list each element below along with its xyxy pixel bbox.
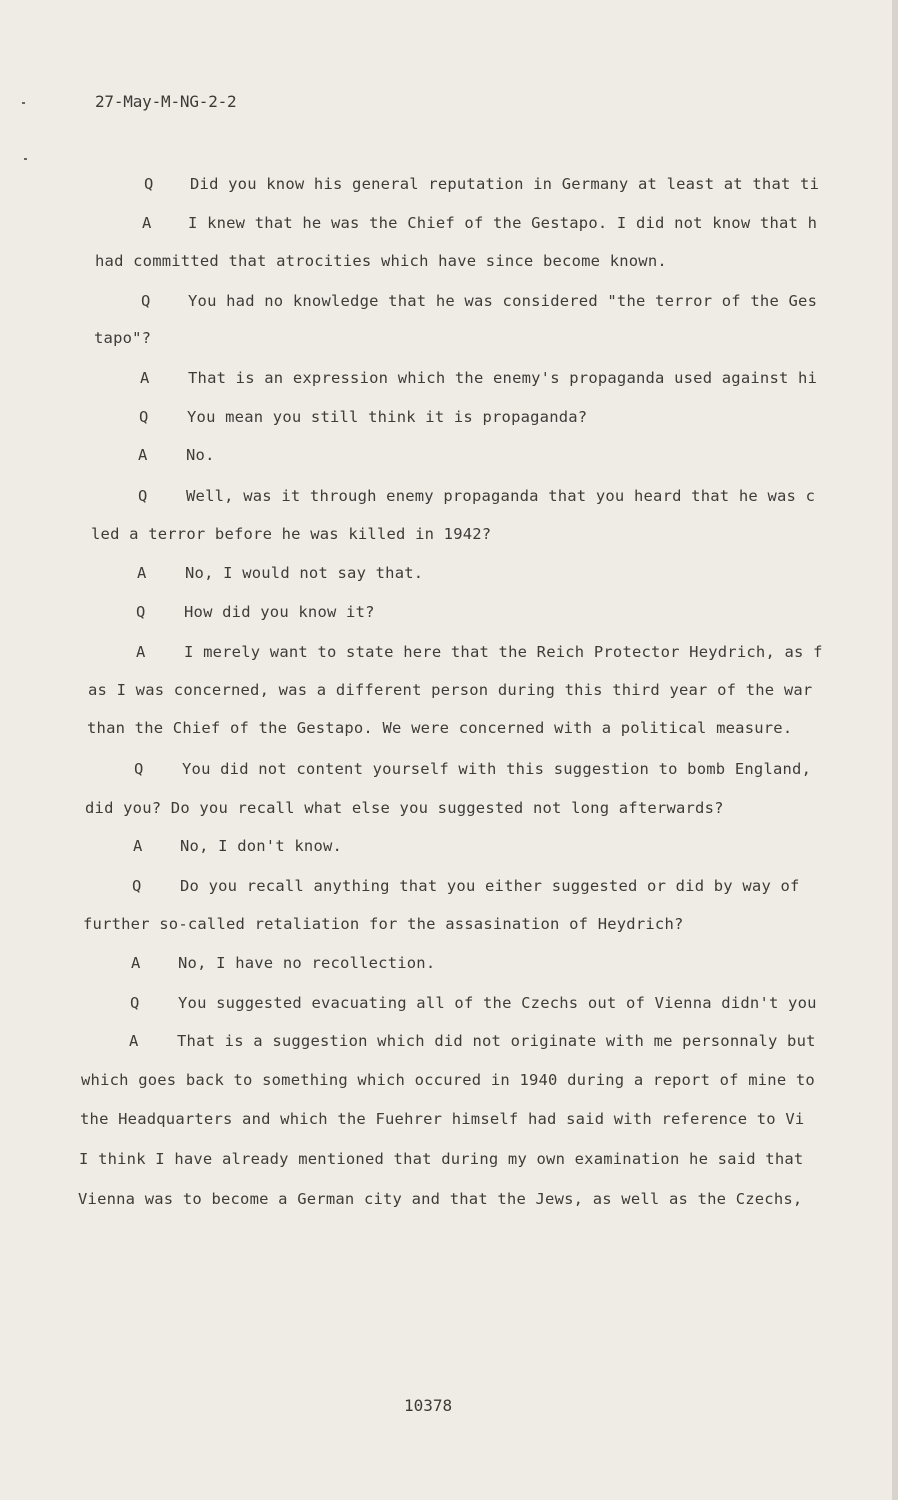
transcript-line: That is a suggestion which did not originate with me personnaly but xyxy=(177,1032,816,1050)
transcript-line: than the Chief of the Gestapo. We were concerned with a political measure. xyxy=(87,719,793,737)
transcript-line: Did you know his general reputation in Germany at least at that ti xyxy=(190,175,820,193)
speaker-label: A xyxy=(138,446,148,464)
speaker-label: A xyxy=(136,643,146,661)
transcript-line: You did not content yourself with this suggestion to bomb England, xyxy=(182,760,812,778)
speaker-label: Q xyxy=(136,603,146,621)
speaker-label: A xyxy=(131,954,141,972)
page-number: 10378 xyxy=(404,1396,453,1415)
transcript-line: which goes back to something which occured in 1940 during a report of mine to xyxy=(81,1071,815,1089)
speaker-label: A xyxy=(142,214,152,232)
transcript-line: No, I would not say that. xyxy=(185,564,424,582)
transcript-line: That is an expression which the enemy's propaganda used against hi xyxy=(188,369,818,387)
transcript-line: No, I have no recollection. xyxy=(178,954,436,972)
margin-mark xyxy=(22,102,25,104)
transcript-line: had committed that atrocities which have since become known. xyxy=(95,252,667,270)
speaker-label: Q xyxy=(132,877,142,895)
transcript-line: How did you know it? xyxy=(184,603,375,621)
transcript-line: I merely want to state here that the Reich Protector Heydrich, as f xyxy=(184,643,823,661)
transcript-line: led a terror before he was killed in 1942? xyxy=(91,525,492,543)
speaker-label: Q xyxy=(134,760,144,778)
transcript-line: tapo"? xyxy=(94,329,152,347)
speaker-label: A xyxy=(137,564,147,582)
transcript-line: You had no knowledge that he was considered "the terror of the Ges xyxy=(188,292,818,310)
margin-mark xyxy=(24,158,27,160)
speaker-label: Q xyxy=(139,408,149,426)
transcript-line: further so-called retaliation for the assasination of Heydrich? xyxy=(83,915,684,933)
speaker-label: A xyxy=(140,369,150,387)
transcript-line: I knew that he was the Chief of the Gestapo. I did not know that h xyxy=(188,214,818,232)
speaker-label: A xyxy=(129,1032,139,1050)
speaker-label: Q xyxy=(138,487,148,505)
transcript-line: Well, was it through enemy propaganda that you heard that he was c xyxy=(186,487,816,505)
transcript-line: No. xyxy=(186,446,215,464)
transcript-line: No, I don't know. xyxy=(180,837,343,855)
transcript-line: did you? Do you recall what else you suggested not long afterwards? xyxy=(85,799,724,817)
transcript-line: Vienna was to become a German city and that the Jews, as well as the Czechs, xyxy=(78,1190,803,1208)
transcript-line: as I was concerned, was a different person during this third year of the war xyxy=(88,681,813,699)
transcript-line: the Headquarters and which the Fuehrer himself had said with reference to Vi xyxy=(80,1110,805,1128)
transcript-line: You mean you still think it is propaganda? xyxy=(187,408,588,426)
speaker-label: A xyxy=(133,837,143,855)
speaker-label: Q xyxy=(144,175,154,193)
transcript-line: You suggested evacuating all of the Czechs out of Vienna didn't you xyxy=(178,994,817,1012)
transcript-line: I think I have already mentioned that during my own examination he said that xyxy=(79,1150,804,1168)
speaker-label: Q xyxy=(141,292,151,310)
speaker-label: Q xyxy=(130,994,140,1012)
transcript-line: Do you recall anything that you either suggested or did by way of xyxy=(180,877,800,895)
document-id: 27-May-M-NG-2-2 xyxy=(95,92,237,111)
